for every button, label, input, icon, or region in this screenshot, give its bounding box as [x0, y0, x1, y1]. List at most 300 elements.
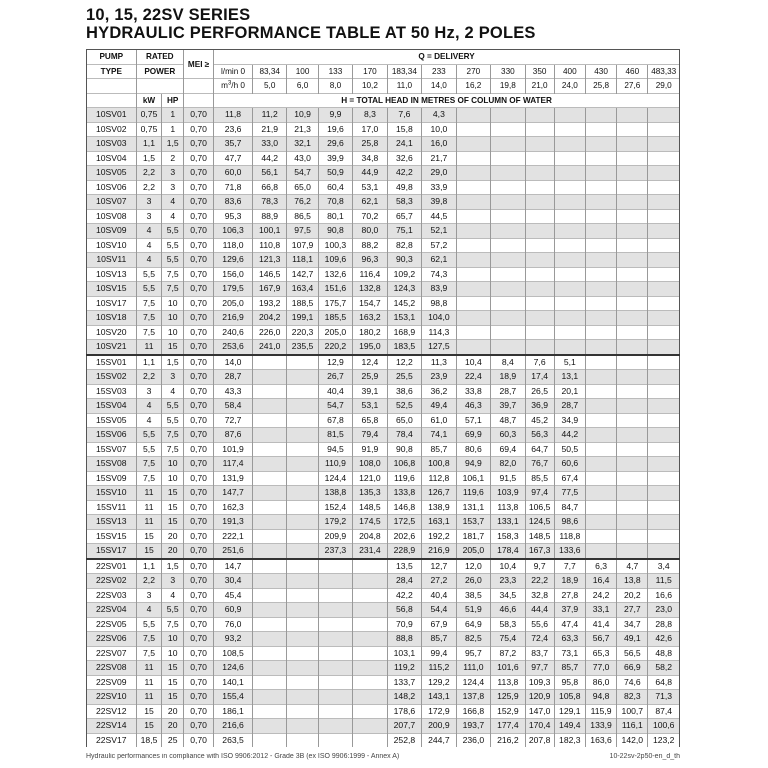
head-cell: 49,4 — [422, 399, 456, 414]
table-row — [87, 486, 680, 501]
head-cell — [585, 457, 616, 472]
head-cell — [287, 574, 318, 589]
head-cell: 39,8 — [422, 195, 456, 210]
head-cell: 75,4 — [491, 632, 525, 647]
hp-cell: 20 — [162, 544, 184, 559]
head-cell — [318, 588, 352, 603]
head-cell — [585, 355, 616, 370]
head-cell: 41,4 — [585, 617, 616, 632]
pump-type-cell: 22SV10 — [87, 690, 137, 705]
pump-type-cell: 10SV10 — [87, 238, 137, 253]
head-cell — [648, 355, 680, 370]
head-cell — [353, 574, 387, 589]
pump-type-cell: 15SV13 — [87, 515, 137, 530]
mei-cell: 0,70 — [183, 588, 213, 603]
head-cell — [456, 108, 490, 123]
head-cell — [648, 384, 680, 399]
mei-cell: 0,70 — [183, 166, 213, 181]
head-cell — [617, 195, 648, 210]
kw-cell: 15 — [136, 719, 162, 734]
head-cell: 143,1 — [422, 690, 456, 705]
head-cell: 25,5 — [387, 370, 421, 385]
hp-cell: 10 — [162, 457, 184, 472]
head-cell: 82,8 — [387, 238, 421, 253]
head-cell — [648, 267, 680, 282]
head-cell — [648, 544, 680, 559]
head-cell: 172,9 — [422, 704, 456, 719]
head-cell — [617, 209, 648, 224]
mei-cell: 0,70 — [183, 617, 213, 632]
head-cell — [287, 632, 318, 647]
pump-type-cell: 15SV11 — [87, 500, 137, 515]
head-cell: 23,0 — [648, 603, 680, 618]
kw-cell: 7,5 — [136, 632, 162, 647]
pump-type-cell: 15SV07 — [87, 442, 137, 457]
footer-code: 10-22sv-2p50-en_d_th — [609, 753, 680, 760]
head-cell: 44,2 — [252, 151, 286, 166]
head-cell: 216,6 — [214, 719, 253, 734]
head-cell: 84,7 — [554, 500, 585, 515]
head-cell: 87,2 — [491, 646, 525, 661]
footer-note: Hydraulic performances in compliance with ISO 9906:2012 - Grade 3B (ex ISO 9906:1999 - Annex A) — [86, 753, 400, 760]
header-lmin-cell: 430 — [585, 64, 616, 79]
pump-type-cell: 10SV08 — [87, 209, 137, 224]
head-cell: 39,1 — [353, 384, 387, 399]
pump-type-cell: 10SV01 — [87, 108, 137, 123]
table-row — [87, 559, 680, 574]
head-cell: 146,8 — [387, 500, 421, 515]
table-row — [87, 180, 680, 195]
head-cell: 252,8 — [387, 733, 421, 747]
head-cell — [252, 704, 286, 719]
head-cell: 116,4 — [353, 267, 387, 282]
head-cell: 93,2 — [214, 632, 253, 647]
head-cell: 202,6 — [387, 529, 421, 544]
kw-cell: 11 — [136, 515, 162, 530]
head-cell: 178,6 — [387, 704, 421, 719]
table-row — [87, 296, 680, 311]
head-cell: 7,7 — [554, 559, 585, 574]
header-m3h-cell: 19,8 — [491, 79, 525, 94]
table-row — [87, 428, 680, 443]
head-cell — [585, 370, 616, 385]
head-cell: 74,6 — [617, 675, 648, 690]
head-cell — [287, 355, 318, 370]
mei-cell: 0,70 — [183, 719, 213, 734]
head-cell: 8,3 — [353, 108, 387, 123]
head-cell — [252, 603, 286, 618]
header-blank — [87, 93, 137, 108]
table-row — [87, 166, 680, 181]
hp-cell: 7,5 — [162, 428, 184, 443]
pump-type-cell: 15SV08 — [87, 457, 137, 472]
head-cell: 64,9 — [456, 617, 490, 632]
table-body — [87, 108, 680, 748]
head-cell: 44,2 — [554, 428, 585, 443]
table-row — [87, 442, 680, 457]
head-cell: 71,3 — [648, 690, 680, 705]
pump-type-cell: 22SV03 — [87, 588, 137, 603]
head-cell: 163,6 — [585, 733, 616, 747]
kw-cell: 3 — [136, 384, 162, 399]
head-cell: 106,1 — [456, 471, 490, 486]
head-cell: 148,2 — [387, 690, 421, 705]
head-cell — [353, 632, 387, 647]
header-lmin-cell: 100 — [287, 64, 318, 79]
head-cell — [456, 137, 490, 152]
head-cell — [648, 180, 680, 195]
head-cell: 12,2 — [387, 355, 421, 370]
mei-cell: 0,70 — [183, 209, 213, 224]
head-cell: 129,1 — [554, 704, 585, 719]
head-cell — [554, 282, 585, 297]
head-cell: 133,9 — [585, 719, 616, 734]
hp-cell: 1,5 — [162, 559, 184, 574]
head-cell — [525, 253, 554, 268]
head-cell — [287, 690, 318, 705]
head-cell — [617, 529, 648, 544]
head-cell: 263,5 — [214, 733, 253, 747]
table-row — [87, 500, 680, 515]
header-mei: MEI ≥ — [183, 50, 213, 79]
head-cell — [252, 690, 286, 705]
head-cell: 95,3 — [214, 209, 253, 224]
head-cell: 178,4 — [491, 544, 525, 559]
hp-cell: 7,5 — [162, 442, 184, 457]
head-cell: 88,9 — [252, 209, 286, 224]
head-cell: 94,8 — [585, 690, 616, 705]
head-cell: 65,0 — [387, 413, 421, 428]
head-cell: 133,7 — [387, 675, 421, 690]
head-cell — [554, 296, 585, 311]
mei-cell: 0,70 — [183, 733, 213, 747]
kw-cell: 2,2 — [136, 574, 162, 589]
head-cell: 133,1 — [491, 515, 525, 530]
head-cell: 231,4 — [353, 544, 387, 559]
mei-cell: 0,70 — [183, 413, 213, 428]
head-cell: 56,5 — [617, 646, 648, 661]
head-cell: 16,4 — [585, 574, 616, 589]
head-cell — [554, 238, 585, 253]
head-cell — [617, 515, 648, 530]
mei-cell: 0,70 — [183, 122, 213, 137]
head-cell: 60,0 — [214, 166, 253, 181]
head-cell: 42,2 — [387, 166, 421, 181]
head-cell: 11,5 — [648, 574, 680, 589]
head-cell: 4,7 — [617, 559, 648, 574]
head-cell — [617, 311, 648, 326]
header-hp: HP — [162, 93, 184, 108]
head-cell: 50,9 — [318, 166, 352, 181]
head-cell: 14,0 — [214, 355, 253, 370]
head-cell — [525, 166, 554, 181]
page-subtitle: HYDRAULIC PERFORMANCE TABLE AT 50 Hz, 2 POLES — [86, 24, 536, 42]
head-cell — [491, 340, 525, 355]
head-cell: 45,2 — [525, 413, 554, 428]
head-cell: 96,3 — [353, 253, 387, 268]
table-row — [87, 515, 680, 530]
head-cell — [318, 733, 352, 747]
head-cell: 103,9 — [491, 486, 525, 501]
head-cell: 87,4 — [648, 704, 680, 719]
header-lmin-cell: 133 — [318, 64, 352, 79]
pump-type-cell: 10SV07 — [87, 195, 137, 210]
head-cell: 86,5 — [287, 209, 318, 224]
head-cell: 168,9 — [387, 325, 421, 340]
head-cell — [648, 529, 680, 544]
head-cell — [554, 122, 585, 137]
pump-type-cell: 10SV13 — [87, 267, 137, 282]
head-cell — [585, 500, 616, 515]
head-cell: 137,8 — [456, 690, 490, 705]
hp-cell: 1 — [162, 122, 184, 137]
head-cell: 163,4 — [287, 282, 318, 297]
head-cell: 153,7 — [456, 515, 490, 530]
head-cell — [491, 108, 525, 123]
head-cell: 11,2 — [252, 108, 286, 123]
head-cell: 100,3 — [318, 238, 352, 253]
head-cell: 94,5 — [318, 442, 352, 457]
head-cell: 34,9 — [554, 413, 585, 428]
head-cell — [353, 661, 387, 676]
kw-cell: 11 — [136, 486, 162, 501]
head-cell: 49,1 — [617, 632, 648, 647]
head-cell: 216,2 — [491, 733, 525, 747]
hp-cell: 4 — [162, 209, 184, 224]
head-cell — [353, 690, 387, 705]
kw-cell: 11 — [136, 690, 162, 705]
hp-cell: 10 — [162, 632, 184, 647]
head-cell: 28,8 — [648, 617, 680, 632]
pump-type-cell: 10SV09 — [87, 224, 137, 239]
head-cell: 86,0 — [585, 675, 616, 690]
mei-cell: 0,70 — [183, 238, 213, 253]
head-cell: 44,4 — [525, 603, 554, 618]
head-cell: 226,0 — [252, 325, 286, 340]
head-cell: 172,5 — [387, 515, 421, 530]
head-cell — [252, 355, 286, 370]
head-cell: 95,8 — [554, 675, 585, 690]
head-cell — [525, 282, 554, 297]
mei-cell: 0,70 — [183, 282, 213, 297]
head-cell: 25,8 — [353, 137, 387, 152]
head-cell: 166,8 — [456, 704, 490, 719]
kw-cell: 5,5 — [136, 617, 162, 632]
hp-cell: 5,5 — [162, 253, 184, 268]
head-cell: 175,7 — [318, 296, 352, 311]
head-cell — [287, 603, 318, 618]
head-cell: 32,6 — [387, 151, 421, 166]
head-cell — [585, 151, 616, 166]
head-cell: 15,8 — [387, 122, 421, 137]
head-cell — [491, 296, 525, 311]
head-cell: 129,2 — [422, 675, 456, 690]
head-cell: 244,7 — [422, 733, 456, 747]
head-cell: 100,7 — [617, 704, 648, 719]
head-cell — [491, 122, 525, 137]
head-cell: 97,4 — [525, 486, 554, 501]
head-cell — [252, 719, 286, 734]
hp-cell: 3 — [162, 574, 184, 589]
header-m3h-cell: 11,0 — [387, 79, 421, 94]
kw-cell: 3 — [136, 588, 162, 603]
mei-cell: 0,70 — [183, 559, 213, 574]
head-cell: 167,9 — [252, 282, 286, 297]
mei-cell: 0,70 — [183, 151, 213, 166]
head-cell: 58,3 — [491, 617, 525, 632]
head-cell: 81,5 — [318, 428, 352, 443]
mei-cell: 0,70 — [183, 500, 213, 515]
head-cell: 145,2 — [387, 296, 421, 311]
head-cell — [617, 500, 648, 515]
head-cell — [318, 675, 352, 690]
head-cell — [318, 704, 352, 719]
head-cell — [287, 661, 318, 676]
head-cell: 129,6 — [214, 253, 253, 268]
head-cell — [648, 195, 680, 210]
head-cell: 107,9 — [287, 238, 318, 253]
head-cell: 69,4 — [491, 442, 525, 457]
head-cell: 53,1 — [353, 180, 387, 195]
head-cell: 95,7 — [456, 646, 490, 661]
head-cell: 142,0 — [617, 733, 648, 747]
head-cell: 112,8 — [422, 471, 456, 486]
hp-cell: 7,5 — [162, 282, 184, 297]
head-cell — [353, 603, 387, 618]
header-lmin-cell: 330 — [491, 64, 525, 79]
head-cell: 156,0 — [214, 267, 253, 282]
mei-cell: 0,70 — [183, 574, 213, 589]
head-cell — [617, 428, 648, 443]
head-cell: 153,1 — [387, 311, 421, 326]
head-cell — [353, 733, 387, 747]
pump-type-cell: 15SV10 — [87, 486, 137, 501]
head-cell: 104,0 — [422, 311, 456, 326]
hp-cell: 20 — [162, 704, 184, 719]
head-cell: 27,8 — [554, 588, 585, 603]
pump-type-cell: 22SV14 — [87, 719, 137, 734]
table-row — [87, 325, 680, 340]
head-cell — [456, 224, 490, 239]
head-cell: 105,8 — [554, 690, 585, 705]
table-row — [87, 632, 680, 647]
head-cell: 180,2 — [353, 325, 387, 340]
hp-cell: 10 — [162, 311, 184, 326]
head-cell: 36,2 — [422, 384, 456, 399]
head-cell: 65,3 — [585, 646, 616, 661]
head-cell: 45,4 — [214, 588, 253, 603]
head-cell — [585, 311, 616, 326]
head-cell: 17,4 — [525, 370, 554, 385]
head-cell: 99,4 — [422, 646, 456, 661]
head-cell: 125,9 — [491, 690, 525, 705]
head-cell — [525, 296, 554, 311]
mei-cell: 0,70 — [183, 471, 213, 486]
head-cell: 64,8 — [648, 675, 680, 690]
header-m3h-unit: $m^3/h$ 0 — [214, 79, 253, 94]
head-cell — [554, 325, 585, 340]
head-cell: 46,3 — [456, 399, 490, 414]
head-cell: 79,4 — [353, 428, 387, 443]
header-m3h-cell: 25,8 — [585, 79, 616, 94]
head-cell — [287, 370, 318, 385]
mei-cell: 0,70 — [183, 224, 213, 239]
head-cell — [617, 108, 648, 123]
head-cell: 70,8 — [318, 195, 352, 210]
head-cell — [585, 296, 616, 311]
hp-cell: 1,5 — [162, 137, 184, 152]
head-cell — [525, 340, 554, 355]
table-row — [87, 137, 680, 152]
head-cell: 9,7 — [525, 559, 554, 574]
head-cell: 53,1 — [353, 399, 387, 414]
head-cell: 88,2 — [353, 238, 387, 253]
head-cell — [554, 108, 585, 123]
head-cell — [287, 529, 318, 544]
head-cell — [456, 195, 490, 210]
hp-cell: 20 — [162, 529, 184, 544]
table-row — [87, 195, 680, 210]
head-cell — [491, 180, 525, 195]
hp-cell: 3 — [162, 166, 184, 181]
head-cell — [617, 384, 648, 399]
head-cell: 23,6 — [214, 122, 253, 137]
head-cell: 3,4 — [648, 559, 680, 574]
head-cell — [525, 209, 554, 224]
table-row — [87, 399, 680, 414]
head-cell — [554, 151, 585, 166]
pump-type-cell: 10SV05 — [87, 166, 137, 181]
head-cell — [252, 646, 286, 661]
hp-cell: 15 — [162, 486, 184, 501]
hp-cell: 10 — [162, 325, 184, 340]
head-cell — [585, 209, 616, 224]
pump-type-cell: 22SV04 — [87, 603, 137, 618]
head-cell: 12,9 — [318, 355, 352, 370]
head-cell: 163,1 — [422, 515, 456, 530]
head-cell — [554, 166, 585, 181]
head-cell — [648, 224, 680, 239]
mei-cell: 0,70 — [183, 661, 213, 676]
mei-cell: 0,70 — [183, 515, 213, 530]
head-cell — [617, 325, 648, 340]
head-cell — [648, 515, 680, 530]
head-cell: 55,6 — [525, 617, 554, 632]
hp-cell: 10 — [162, 646, 184, 661]
head-cell: 34,5 — [491, 588, 525, 603]
mei-cell: 0,70 — [183, 180, 213, 195]
head-cell: 101,6 — [491, 661, 525, 676]
head-cell: 235,5 — [287, 340, 318, 355]
kw-cell: 15 — [136, 704, 162, 719]
head-cell: 236,0 — [456, 733, 490, 747]
pump-type-cell: 22SV12 — [87, 704, 137, 719]
head-cell: 124,4 — [456, 675, 490, 690]
head-cell — [252, 588, 286, 603]
head-cell: 12,0 — [456, 559, 490, 574]
head-cell: 43,0 — [287, 151, 318, 166]
head-cell: 80,0 — [353, 224, 387, 239]
head-cell — [585, 108, 616, 123]
head-cell — [617, 442, 648, 457]
head-cell — [353, 719, 387, 734]
head-cell: 199,1 — [287, 311, 318, 326]
head-cell — [648, 238, 680, 253]
head-cell: 34,7 — [617, 617, 648, 632]
head-cell: 11,8 — [214, 108, 253, 123]
head-cell: 170,4 — [525, 719, 554, 734]
head-cell: 34,8 — [353, 151, 387, 166]
